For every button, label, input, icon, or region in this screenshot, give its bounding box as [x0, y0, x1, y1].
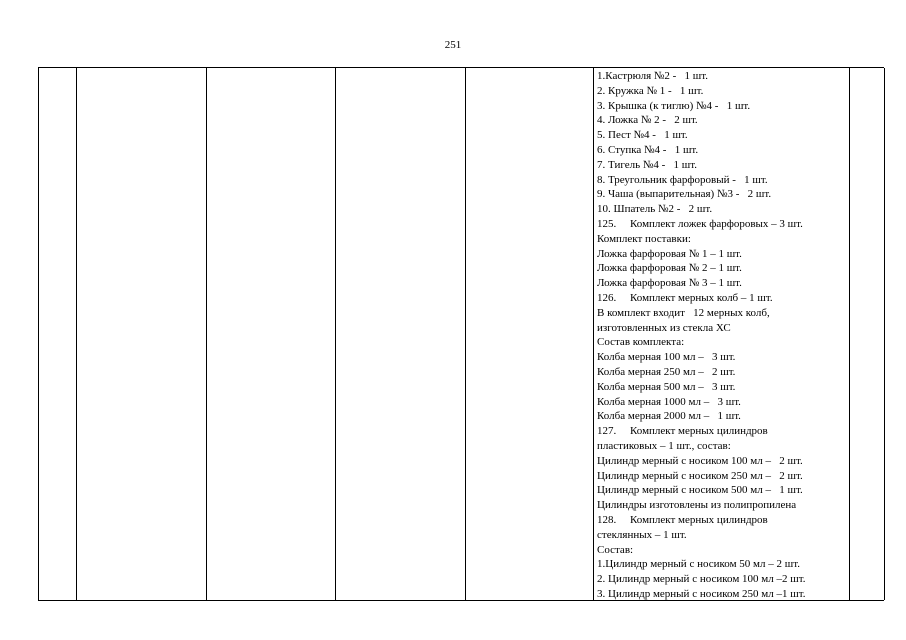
table-cell-col-3 [207, 68, 336, 600]
description-line: 6. Ступка №4 - 1 шт. [597, 143, 699, 156]
description-line: 1.Кастрюля №2 - 1 шт. [597, 70, 708, 82]
description-line: Колба мерная 500 мл – 3 шт. [597, 380, 736, 393]
description-line: Колба мерная 1000 мл – 3 шт. [597, 395, 741, 408]
description-line: 3. Крышка (к тиглю) №4 - 1 шт. [597, 99, 751, 112]
description-line: 1.Цилиндр мерный с носиком 50 мл – 2 шт. [597, 558, 800, 571]
description-line: 2. Кружка № 1 - 1 шт. [597, 84, 704, 97]
description-line: Цилиндр мерный с носиком 500 мл – 1 шт. [597, 484, 803, 497]
description-line: пластиковых – 1 шт., состав: [597, 439, 731, 452]
description-line: 9. Чаша (выпарительная) №3 - 2 шт. [597, 188, 772, 201]
description-line: Цилиндр мерный с носиком 100 мл – 2 шт. [597, 454, 803, 467]
page-number: 251 [444, 39, 462, 51]
description-line: 2. Цилиндр мерный с носиком 100 мл –2 шт. [597, 573, 806, 586]
table-cell-description [594, 68, 850, 600]
description-line: 4. Ложка № 2 - 2 шт. [597, 114, 698, 127]
description-line: Состав комплекта: [597, 336, 685, 349]
description-line: 3. Цилиндр мерный с носиком 250 мл –1 шт. [597, 587, 806, 600]
equipment-table [38, 67, 884, 601]
description-line: Колба мерная 2000 мл – 1 шт. [597, 410, 741, 423]
table-cell-col-4 [336, 68, 466, 600]
description-line: 7. Тигель №4 - 1 шт. [597, 158, 697, 171]
description-line: Ложка фарфоровая № 3 – 1 шт. [597, 277, 742, 290]
description-line: 5. Пест №4 - 1 шт. [597, 129, 688, 142]
description-line: Состав: [597, 543, 634, 556]
description-line: стеклянных – 1 шт. [597, 528, 687, 541]
description-line: 10. Шпатель №2 - 2 шт. [597, 203, 713, 216]
description-line: 128. Комплект мерных цилиндров [597, 513, 768, 526]
table-cell-col-1 [39, 68, 77, 600]
table-cell-col-5 [466, 68, 594, 600]
description-line: Цилиндр мерный с носиком 250 мл – 2 шт. [597, 469, 803, 482]
description-line: Комплект поставки: [597, 232, 691, 245]
description-line: Цилиндры изготовлены из полипропилена [597, 499, 797, 512]
description-line: Колба мерная 100 мл – 3 шт. [597, 351, 736, 364]
description-line: 125. Комплект ложек фарфоровых – 3 шт. [597, 217, 803, 230]
description-line: 8. Треугольник фарфоровый - 1 шт. [597, 173, 768, 186]
description-line: 126. Комплект мерных колб – 1 шт. [597, 291, 773, 304]
description-line: 127. Комплект мерных цилиндров [597, 425, 768, 438]
table-cell-col-7 [850, 68, 885, 600]
description-line: Ложка фарфоровая № 1 – 1 шт. [597, 247, 742, 260]
description-line: Колба мерная 250 мл – 2 шт. [597, 365, 736, 378]
table-cell-col-2 [77, 68, 207, 600]
description-line: изготовленных из стекла ХС [597, 321, 731, 334]
description-line: Ложка фарфоровая № 2 – 1 шт. [597, 262, 742, 275]
description-line: В комплект входит 12 мерных колб, [597, 306, 770, 319]
